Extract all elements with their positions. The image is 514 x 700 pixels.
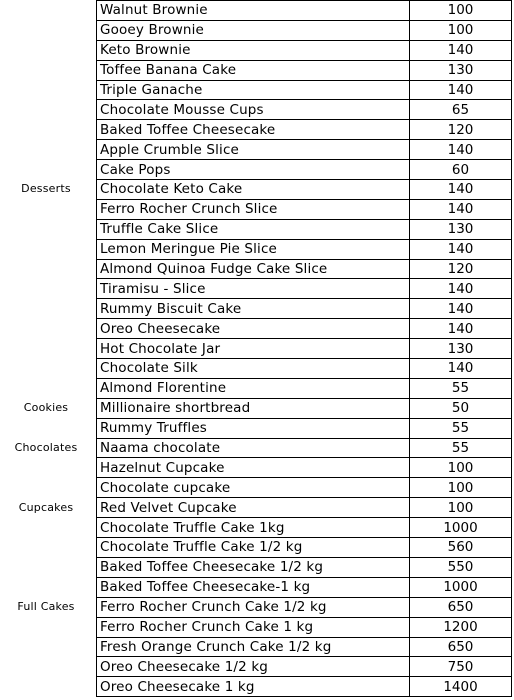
item-name: Naama chocolate [97,438,410,458]
item-price: 1000 [410,577,512,597]
table-row [97,557,512,577]
item-price: 550 [410,557,512,577]
item-price: 140 [410,299,512,319]
item-name: Almond Quinoa Fudge Cake Slice [97,259,410,279]
table-row [97,597,512,617]
item-price: 130 [410,219,512,239]
table-row [97,498,512,518]
table-row [97,577,512,597]
item-name: Oreo Cheesecake 1 kg [97,677,410,697]
item-name: Chocolate cupcake [97,478,410,498]
menu-price-table [96,0,512,697]
item-name: Walnut Brownie [97,1,410,21]
item-price: 130 [410,339,512,359]
item-name: Ferro Rocher Crunch Cake 1/2 kg [97,597,410,617]
table-row [97,478,512,498]
item-price: 130 [410,60,512,80]
table-row [97,538,512,558]
item-name: Chocolate Truffle Cake 1kg [97,518,410,538]
item-name: Baked Toffee Cheesecake 1/2 kg [97,557,410,577]
table-row [97,20,512,40]
item-name: Chocolate Truffle Cake 1/2 kg [97,538,410,558]
item-name: Ferro Rocher Crunch Cake 1 kg [97,617,410,637]
item-name: Ferro Rocher Crunch Slice [97,199,410,219]
item-price: 140 [410,40,512,60]
item-name: Rummy Truffles [97,418,410,438]
table-row [97,160,512,180]
item-name: Oreo Cheesecake [97,319,410,339]
item-price: 55 [410,438,512,458]
item-name: Chocolate Keto Cake [97,180,410,200]
category-label: Desserts [21,182,71,196]
table-row [97,180,512,200]
table-row [97,438,512,458]
table-row [97,657,512,677]
item-price: 120 [410,259,512,279]
item-name: Gooey Brownie [97,20,410,40]
item-name: Lemon Meringue Pie Slice [97,239,410,259]
category-label: Full Cakes [17,600,75,613]
item-name: Tiramisu - Slice [97,279,410,299]
table-row [97,378,512,398]
item-price: 650 [410,597,512,617]
category-label: Cupcakes [18,500,74,514]
item-price: 140 [410,279,512,299]
item-price: 50 [410,398,512,418]
item-price: 100 [410,1,512,21]
item-price: 560 [410,538,512,558]
item-name: Triple Ganache [97,80,410,100]
item-name: Millionaire shortbread [97,398,410,418]
item-price: 120 [410,120,512,140]
item-price: 140 [410,239,512,259]
table-row [97,40,512,60]
item-price: 1200 [410,617,512,637]
table-row [97,100,512,120]
table-row [97,299,512,319]
item-price: 60 [410,160,512,180]
item-price: 1400 [410,677,512,697]
item-name: Apple Crumble Slice [97,140,410,160]
table-row [97,80,512,100]
table-row [97,120,512,140]
table-row [97,458,512,478]
item-price: 140 [410,80,512,100]
item-name: Baked Toffee Cheesecake-1 kg [97,577,410,597]
item-price: 100 [410,498,512,518]
item-price: 100 [410,20,512,40]
menu-table-body [97,1,512,697]
category-label: Cookies [23,401,69,414]
item-price: 65 [410,100,512,120]
item-price: 1000 [410,518,512,538]
table-row [97,359,512,379]
item-price: 750 [410,657,512,677]
item-name: Chocolate Silk [97,359,410,379]
item-name: Fresh Orange Crunch Cake 1/2 kg [97,637,410,657]
table-row [97,140,512,160]
item-name: Baked Toffee Cheesecake [97,120,410,140]
item-name: Hazelnut Cupcake [97,458,410,478]
item-name: Rummy Biscuit Cake [97,299,410,319]
table-row [97,637,512,657]
table-row [97,279,512,299]
item-price: 100 [410,478,512,498]
item-name: Toffee Banana Cake [97,60,410,80]
item-name: Truffle Cake Slice [97,219,410,239]
item-name: Chocolate Mousse Cups [97,100,410,120]
item-price: 650 [410,637,512,657]
table-row [97,418,512,438]
item-price: 55 [410,418,512,438]
item-name: Red Velvet Cupcake [97,498,410,518]
item-name: Cake Pops [97,160,410,180]
item-price: 140 [410,359,512,379]
item-name: Keto Brownie [97,40,410,60]
category-label: Chocolates [14,440,78,454]
item-price: 100 [410,458,512,478]
item-name: Hot Chocolate Jar [97,339,410,359]
table-row [97,259,512,279]
item-name: Almond Florentine [97,378,410,398]
item-price: 140 [410,140,512,160]
item-price: 140 [410,199,512,219]
table-row [97,398,512,418]
table-row [97,518,512,538]
table-row [97,239,512,259]
table-row [97,617,512,637]
table-row [97,219,512,239]
item-price: 55 [410,378,512,398]
item-price: 140 [410,180,512,200]
table-row [97,319,512,339]
table-row [97,339,512,359]
table-row [97,60,512,80]
table-row [97,199,512,219]
item-price: 140 [410,319,512,339]
item-name: Oreo Cheesecake 1/2 kg [97,657,410,677]
table-row [97,677,512,697]
table-row [97,1,512,21]
